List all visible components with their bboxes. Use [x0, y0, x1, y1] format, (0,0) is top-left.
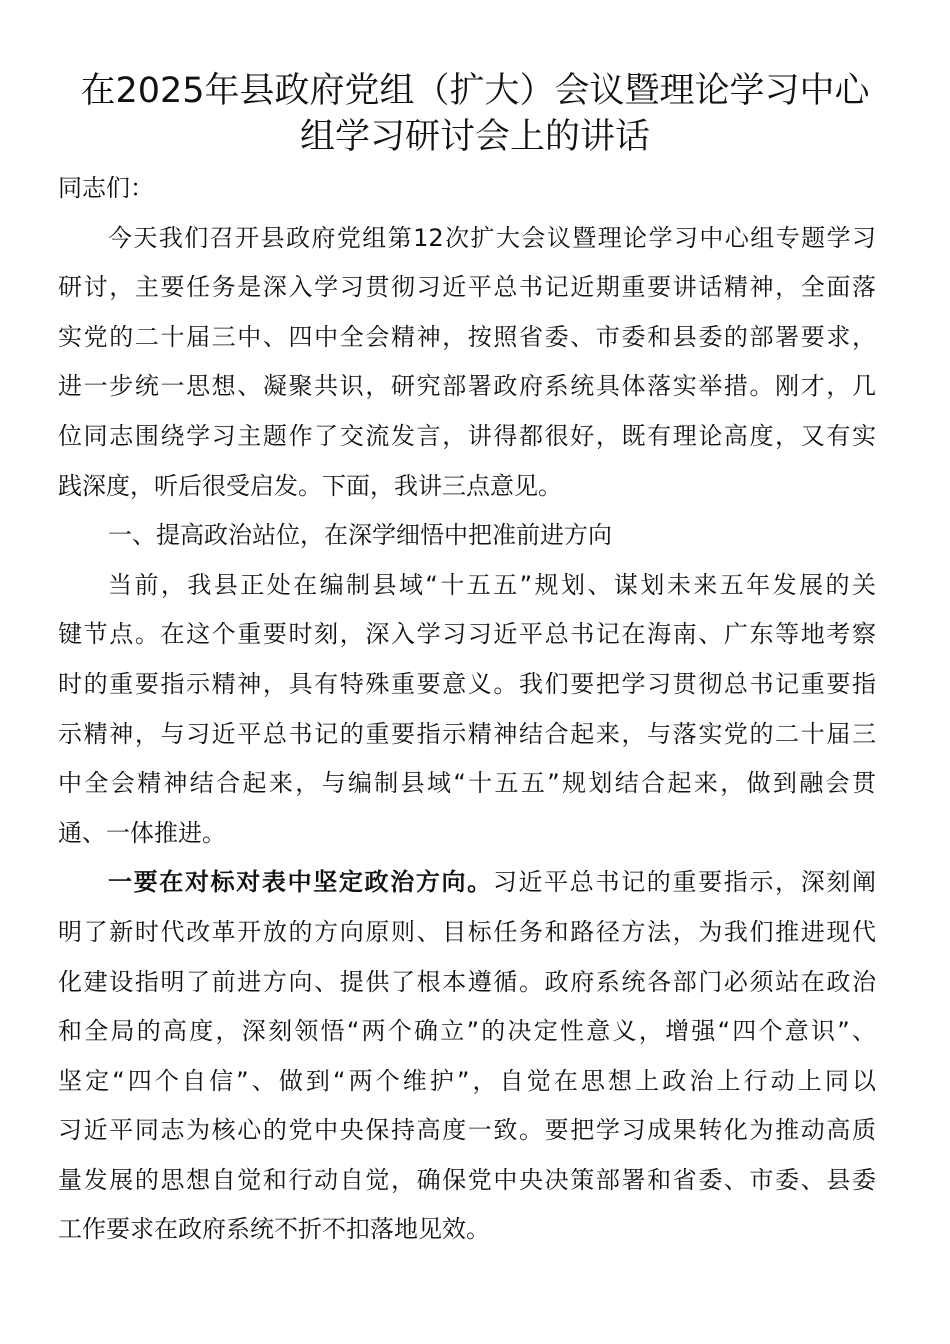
section-heading-1: 一、提高政治站位，在深学细悟中把准前进方向 — [108, 521, 612, 550]
text-line — [58, 862, 876, 912]
text-line: 工作要求在政府系统不折不扣落地见效。 — [58, 1215, 490, 1244]
text-line: 今天我们召开县政府党组第12次扩大会议暨理论学习中心组专题学习 — [108, 223, 876, 252]
section1-paragraph — [58, 565, 876, 863]
text-line: 当前，我县正处在编制县域“十五五”规划、谋划未来五年发展的关 — [108, 570, 876, 599]
text-line: 研讨，主要任务是深入学习贯彻习近平总书记近期重要讲话精神，全面落 — [58, 273, 876, 302]
text-line: 时的重要指示精神，具有特殊重要意义。我们要把学习贯彻总书记重要指 — [58, 669, 876, 698]
point1-bold-lead: 一要在对标对表中坚定政治方向。 — [108, 868, 493, 897]
text-line: 位同志围绕学习主题作了交流发言，讲得都很好，既有理论高度，又有实 — [58, 421, 876, 450]
text-span: 习近平总书记的重要指示，深刻阐 — [492, 868, 876, 897]
text-line: 量发展的思想自觉和行动自觉，确保党中央决策部署和省委、市委、县委 — [58, 1165, 876, 1194]
text-line: 明了新时代改革开放的方向原则、目标任务和路径方法，为我们推进现代 — [58, 917, 876, 946]
document-body — [58, 168, 876, 1259]
title-line-1: 在2025年县政府党组（扩大）会议暨理论学习中心 — [80, 71, 870, 111]
text-line: 示精神，与习近平总书记的重要指示精神结合起来，与落实党的二十届三 — [58, 719, 876, 748]
text-line: 习近平同志为核心的党中央保持高度一致。要把学习成果转化为推动高质 — [58, 1116, 876, 1145]
intro-paragraph — [58, 218, 876, 516]
text-line: 通、一体推进。 — [58, 818, 226, 847]
text-line: 中全会精神结合起来，与编制县域“十五五”规划结合起来，做到融会贯 — [58, 769, 876, 798]
text-line: 和全局的高度，深刻领悟“两个确立”的决定性意义，增强“四个意识”、 — [58, 1017, 876, 1046]
salutation: 同志们： — [58, 174, 154, 202]
text-line: 坚定“四个自信”、做到“两个维护”，自觉在思想上政治上行动上同以 — [58, 1066, 876, 1095]
text-line: 键节点。在这个重要时刻，深入学习习近平总书记在海南、广东等地考察 — [58, 620, 876, 649]
title-line-2: 组学习研讨会上的讲话 — [299, 117, 650, 157]
text-line: 践深度，听后很受启发。下面，我讲三点意见。 — [58, 471, 562, 500]
text-line: 实党的二十届三中、四中全会精神，按照省委、市委和县委的部署要求， — [58, 322, 876, 351]
point1-paragraph — [58, 862, 876, 1259]
text-line: 化建设指明了前进方向、提供了根本遵循。政府系统各部门必须站在政治 — [58, 967, 876, 996]
text-line: 进一步统一思想、凝聚共识，研究部署政府系统具体落实举措。刚才，几 — [58, 372, 876, 401]
document-title — [40, 68, 910, 160]
